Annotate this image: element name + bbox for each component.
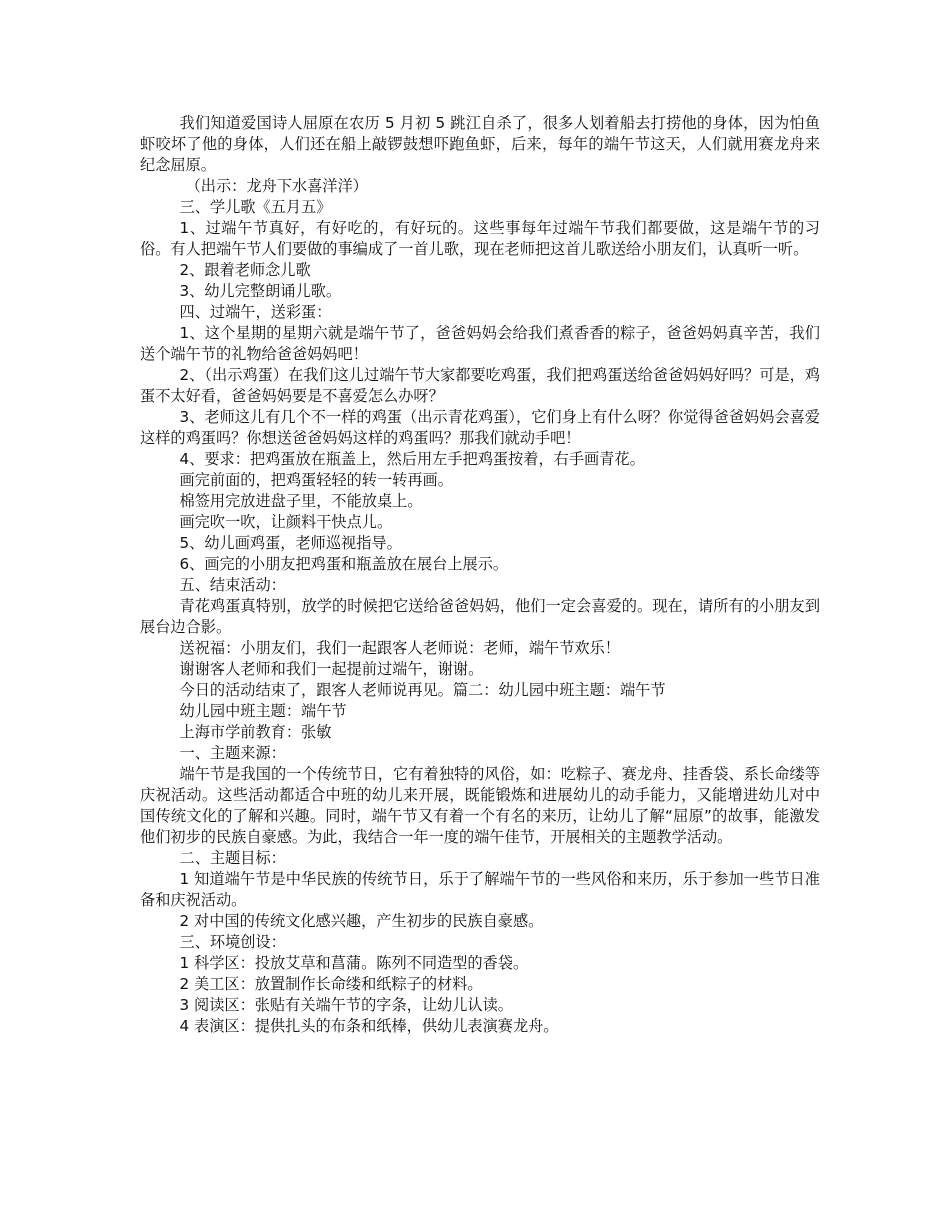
paragraph-goodbye: 今日的活动结束了，跟客人老师说再见。篇二：幼儿园中班主题：端午节 bbox=[179, 681, 666, 699]
paragraph-show-dragon-boat: （出示：龙舟下水喜洋洋） bbox=[185, 177, 368, 195]
paragraph-ending-photo: 青花鸡蛋真特别，放学的时候把它送给爸爸妈妈，他们一定会喜爱的。现在，请所有的小朋友到展台边合影。 bbox=[140, 597, 820, 636]
paragraph-env-art: 2 美工区：放置制作长命缕和纸粽子的材料。 bbox=[179, 975, 483, 993]
paragraph-egg-rule-a: 画完前面的，把鸡蛋轻轻的转一转再画。 bbox=[179, 471, 453, 489]
section-heading-learn-song: 三、学儿歌《五月五》 bbox=[179, 198, 332, 216]
paragraph-theme-title: 幼儿园中班主题：端午节 bbox=[179, 702, 347, 720]
paragraph-egg-1: 1、这个星期的星期六就是端午节了，爸爸妈妈会给我们煮香香的粽子，爸爸妈妈真辛苦，我们送个端午节的礼物给爸爸妈妈吧！ bbox=[140, 324, 820, 363]
paragraph-blessing: 送祝福：小朋友们，我们一起跟客人老师说：老师，端午节欢乐！ bbox=[179, 639, 620, 657]
section-heading-theme-source: 一、主题来源： bbox=[179, 744, 286, 762]
paragraph-egg-3: 3、老师这儿有几个不一样的鸡蛋（出示青花鸡蛋），它们身上有什么呀？你觉得爸爸妈妈会喜爱这样的鸡蛋吗？你想送爸爸妈妈这样的鸡蛋吗？那我们就动手吧！ bbox=[140, 408, 820, 447]
paragraph-goal-2: 2 对中国的传统文化感兴趣，产生初步的民族自豪感。 bbox=[179, 912, 544, 930]
paragraph-egg-4: 4、要求：把鸡蛋放在瓶盖上，然后用左手把鸡蛋按着，右手画青花。 bbox=[179, 450, 645, 468]
paragraph-egg-rule-b: 棉签用完放进盘子里，不能放桌上。 bbox=[179, 492, 423, 510]
paragraph-quyuan-story: 我们知道爱国诗人屈原在农历 5 月初 5 跳江自杀了，很多人划着船去打捞他的身体，因为怕鱼虾咬坏了他的身体，人们还在船上敲锣鼓想吓跑鱼虾，后来，每年的端午节这天，人们就用赛龙舟来纪念屈原。 bbox=[140, 114, 820, 174]
paragraph-env-science: 1 科学区：投放艾草和菖蒲。陈列不同造型的香袋。 bbox=[179, 954, 529, 972]
paragraph-egg-5: 5、幼儿画鸡蛋，老师巡视指导。 bbox=[179, 534, 402, 552]
document-body bbox=[140, 113, 820, 1037]
paragraph-step-3: 3、幼儿完整朗诵儿歌。 bbox=[179, 282, 342, 300]
section-heading-ending: 五、结束活动： bbox=[179, 576, 286, 594]
paragraph-goal-1: 1 知道端午节是中华民族的传统节日，乐于了解端午节的一些风俗和来历，乐于参加一些节日准备和庆祝活动。 bbox=[140, 870, 820, 909]
section-heading-theme-goals: 二、主题目标： bbox=[179, 849, 286, 867]
paragraph-theme-source: 端午节是我国的一个传统节日，它有着独特的风俗，如：吃粽子、赛龙舟、挂香袋、系长命缕等庆祝活动。这些活动都适合中班的幼儿来开展，既能锻炼和进展幼儿的动手能力，又能增进幼儿对中国传统文化的了解和兴趣。同时，端午节又有着一个有名的来历，让幼儿了解“屈原”的故事，能激发他们初步的民族自豪感。为此，我结合一年一度的端午佳节，开展相关的主题教学活动。 bbox=[140, 765, 820, 846]
paragraph-author: 上海市学前教育：张敏 bbox=[179, 723, 332, 741]
paragraph-step-2: 2、跟着老师念儿歌 bbox=[179, 261, 311, 279]
section-heading-environment: 三、环境创设： bbox=[179, 933, 286, 951]
paragraph-egg-rule-c: 画完吹一吹，让颜料干快点儿。 bbox=[179, 513, 393, 531]
paragraph-env-reading: 3 阅读区：张贴有关端午节的字条，让幼儿认读。 bbox=[179, 996, 513, 1014]
section-heading-egg-gift: 四、过端午，送彩蛋： bbox=[179, 303, 332, 321]
paragraph-egg-2: 2、（出示鸡蛋）在我们这儿过端午节大家都要吃鸡蛋，我们把鸡蛋送给爸爸妈妈好吗？可是，鸡蛋不太好看，爸爸妈妈要是不喜爱怎么办呀？ bbox=[140, 366, 820, 405]
paragraph-egg-6: 6、画完的小朋友把鸡蛋和瓶盖放在展台上展示。 bbox=[179, 555, 509, 573]
paragraph-env-performance: 4 表演区：提供扎头的布条和纸棒，供幼儿表演赛龙舟。 bbox=[179, 1017, 559, 1035]
paragraph-step-1: 1、过端午节真好，有好吃的，有好玩的。这些事每年过端午节我们都要做，这是端午节的习俗。有人把端午节人们要做的事编成了一首儿歌，现在老师把这首儿歌送给小朋友们，认真听一听。 bbox=[140, 219, 820, 258]
paragraph-thanks: 谢谢客人老师和我们一起提前过端午，谢谢。 bbox=[179, 660, 484, 678]
